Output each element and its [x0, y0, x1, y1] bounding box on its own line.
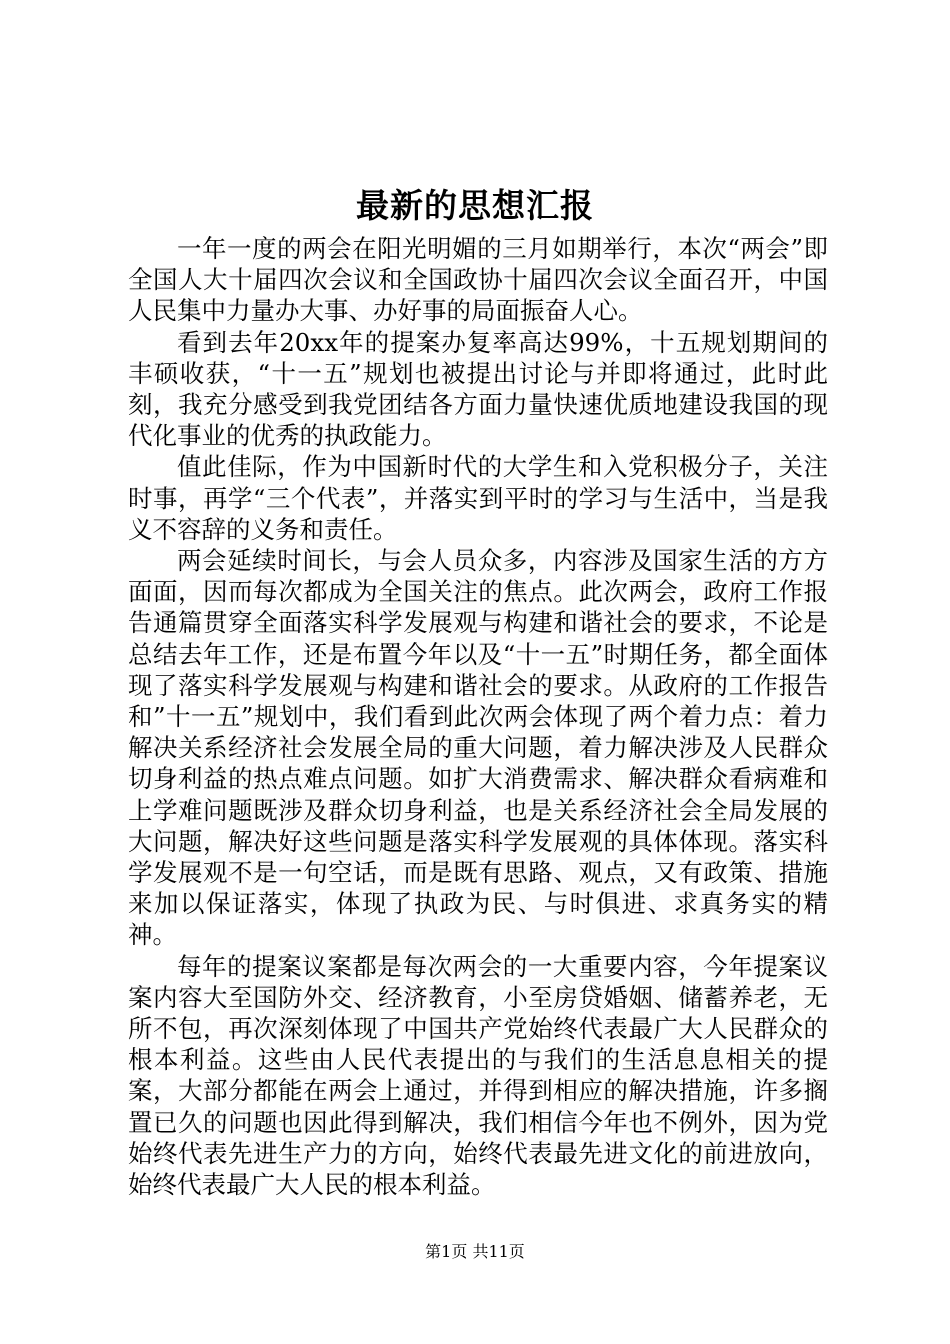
page-number-footer: 第1页 共11页 [425, 1242, 525, 1261]
document-body [128, 233, 828, 1200]
paragraph-5: 每年的提案议案都是每次两会的一大重要内容，今年提案议案内容大至国防外交、经济教育，小至房贷婚姻、储蓄养老，无所不包，再次深刻体现了中国共产党始终代表最广大人民群众的根本利益。这些由人民代表提出的与我们的生活息息相关的提案，大部分都能在两会上通过，并得到相应的解决措施，许多搁置已久的问题也因此得到解决，我们相信今年也不例外，因为党始终代表先进生产力的方向，始终代表最先进文化的前进放向，始终代表最广大人民的根本利益。 [128, 951, 828, 1200]
paragraph-1: 一年一度的两会在阳光明媚的三月如期举行，本次“两会”即全国人大十届四次会议和全国政协十届四次会议全面召开，中国人民集中力量办大事、办好事的局面振奋人心。 [128, 234, 828, 326]
paragraph-2: 看到去年20xx年的提案办复率高达99%，十五规划期间的丰硕收获，“十一五”规划也被提出讨论与并即将通过，此时此刻，我充分感受到我党团结各方面力量快速优质地建设我国的现代化事业的优秀的执政能力。 [128, 327, 828, 451]
paragraph-4: 两会延续时间长，与会人员众多，内容涉及国家生活的方方面面，因而每次都成为全国关注的焦点。此次两会，政府工作报告通篇贯穿全面落实科学发展观与构建和谐社会的要求，不论是总结去年工作，还是布置今年以及“十一五”时期任务，都全面体现了落实科学发展观与构建和谐社会的要求。从政府的工作报告和”十一五”规划中，我们看到此次两会体现了两个着力点：着力解决关系经济社会发展全局的重大问题，着力解决涉及人民群众切身利益的热点难点问题。如扩大消费需求、解决群众看病难和上学难问题既涉及群众切身利益，也是关系经济社会全局发展的大问题，解决好这些问题是落实科学发展观的具体体现。落实科学发展观不是一句空话，而是既有思路、观点，又有政策、措施来加以保证落实，体现了执政为民、与时俱进、求真务实的精神。 [128, 546, 828, 950]
document-title: 最新的思想汇报 [356, 186, 594, 225]
paragraph-3: 值此佳际，作为中国新时代的大学生和入党积极分子，关注时事，再学“三个代表”，并落实到平时的学习与生活中，当是我义不容辞的义务和责任。 [128, 452, 828, 544]
